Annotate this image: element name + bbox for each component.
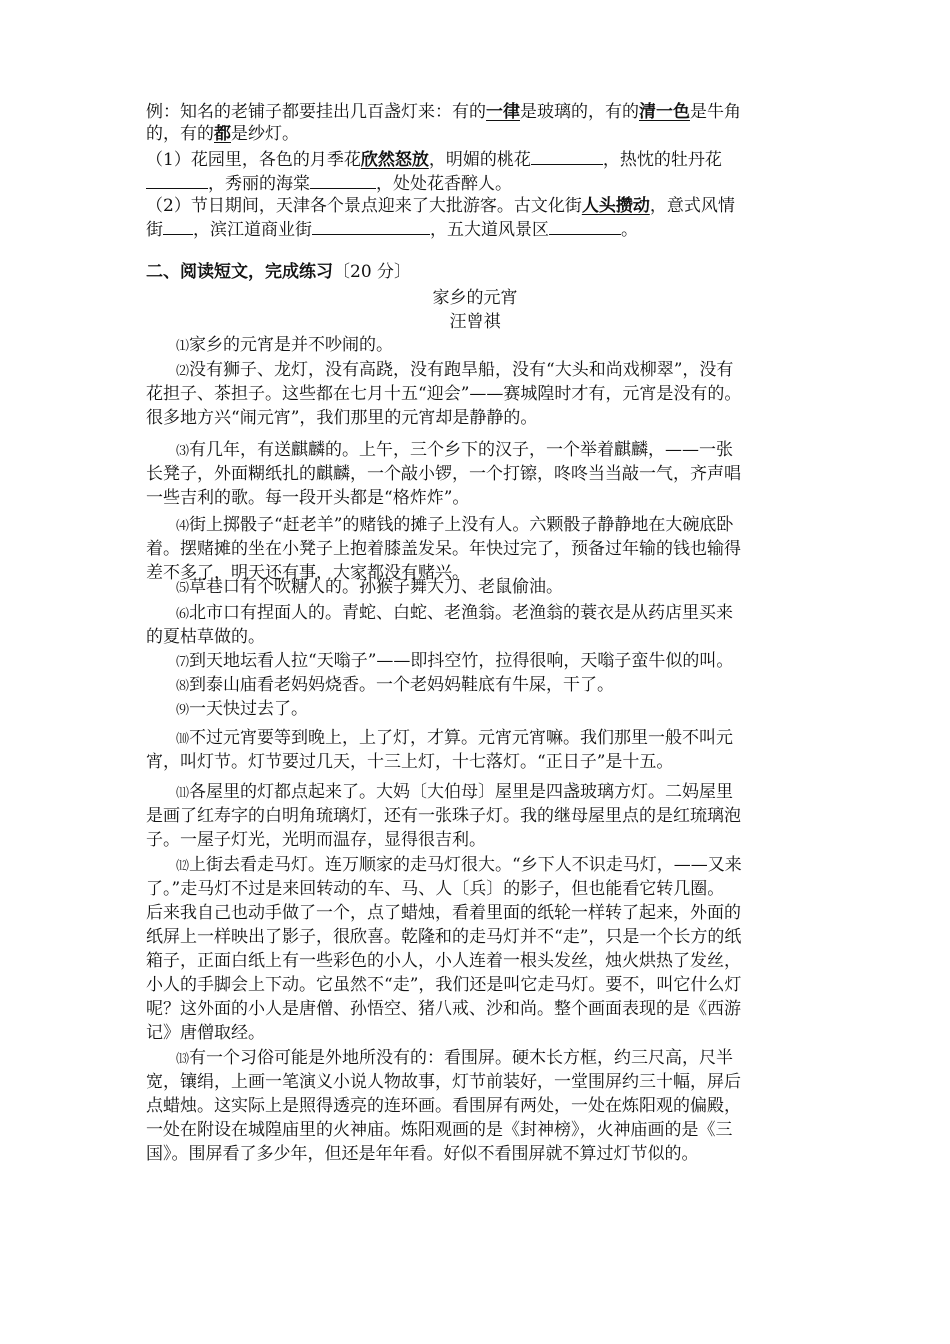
question-text: （2）节日期间，天津各个景点迎来了大批游客。古文化街 [146, 196, 582, 216]
paragraph-text: 不过元宵要等到晚上，上了灯，才算。元宵元宵嘛。我们那里一般不叫元 [189, 728, 734, 748]
article-line [0, 358, 950, 384]
question-2-line-2 [0, 216, 950, 242]
article-line [0, 780, 950, 806]
paragraph-number: ⑷ [176, 519, 190, 534]
article-line: 花担子、茶担子。这些都在七月十五“迎会”——赛城隍时才有，元宵是没有的。 [146, 384, 742, 404]
question-text: ，热忱的牡丹花 [602, 150, 722, 170]
article-line [0, 726, 950, 752]
question-text: ，意式风情 [649, 196, 735, 216]
article-line: 宽，镶绢，上画一笔演义小说人物故事，灯节前装好，一堂围屏约三十幅，屏后 [146, 1072, 741, 1092]
answer-blank[interactable] [312, 216, 430, 235]
paragraph-number: ⑻ [176, 679, 190, 694]
article-line: 是画了红寿字的白明角琉璃灯，还有一张珠子灯。我的继母屋里点的是红琉璃泡 [146, 806, 741, 826]
paragraph-number: ⑶ [176, 444, 190, 459]
paragraph-text: 一天快过去了。 [189, 699, 309, 719]
paragraph-text: 草巷口有个吹糖人的。孙猴子舞大刀、老鼠偷油。 [189, 577, 564, 597]
example-line-2 [0, 122, 950, 146]
article-line: 呢？这外面的小人是唐僧、孙悟空、猪八戒、沙和尚。整个画面表现的是《西游 [146, 999, 741, 1019]
paragraph-text: 上街去看走马灯。连万顺家的走马灯很大。“乡下人不识走马灯，——又来 [189, 855, 742, 875]
paragraph-text: 有一个习俗可能是外地所没有的：看围屏。硬木长方框，约三尺高，尺半 [189, 1048, 734, 1068]
paragraph-text: 到天地坛看人拉“天嗡子”——即抖空竹，拉得很响，天嗡子蛮牛似的叫。 [189, 651, 734, 671]
question-text: ，处处花香醉人。 [376, 174, 512, 194]
article-line: 纸屏上一样映出了影子，很欣喜。乾隆和的走马灯并不“走”，只是一个长方的纸 [146, 927, 742, 947]
article-line: 宵，叫灯节。灯节要过几天，十三上灯，十七落灯。“正日子”是十五。 [146, 752, 674, 772]
paragraph-number: ⑸ [176, 581, 190, 596]
paragraph-number: ⑿ [176, 859, 190, 874]
question-text: ，滨江道商业街 [193, 220, 312, 240]
example-text: 的，有的 [146, 124, 214, 144]
article-line [0, 853, 950, 879]
answer-blank[interactable] [310, 170, 376, 189]
article-line: 后来我自己也动手做了一个，点了蜡烛，看着里面的纸轮一样转了起来，外面的 [146, 903, 741, 923]
example-text: 是纱灯。 [231, 124, 299, 144]
example-text: 是玻璃的，有的 [520, 102, 639, 122]
article-line [0, 1046, 950, 1072]
article-author: 汪曾祺 [449, 312, 501, 332]
question-text: （1）花园里，各色的月季花 [146, 150, 361, 170]
answer-blank[interactable] [163, 216, 193, 235]
question-phrase: 欣然怒放 [360, 150, 429, 170]
article-line: 点蜡烛。这实际上是照得透亮的连环画。看围屏有两处，一处在炼阳观的偏殿， [146, 1096, 741, 1116]
paragraph-text: 没有狮子、龙灯，没有高跷，没有跑旱船，没有“大头和尚戏柳翠”，没有 [189, 360, 734, 380]
paragraph-text: 到泰山庙看老妈妈烧香。一个老妈妈鞋底有牛屎，干了。 [189, 675, 615, 695]
article-line: 箱子，正面白纸上有一些彩色的小人，小人连着一根头发丝，烛火烘热了发丝， [146, 951, 741, 971]
section-title: 二、阅读短文，完成练习 [146, 262, 333, 282]
paragraph-number: ⑺ [176, 655, 190, 670]
article-line [0, 697, 950, 723]
article-line [0, 673, 950, 699]
paragraph-number: ⑴ [176, 339, 190, 354]
paragraph-text: 各屋里的灯都点起来了。大妈〔大伯母〕屋里是四盏玻璃方灯。二妈屋里 [189, 782, 734, 802]
article-line: 记》唐僧取经。 [146, 1023, 265, 1043]
article-line: 一处在附设在城隍庙里的火神庙。炼阳观画的是《封神榜》，火神庙画的是《三 [146, 1120, 733, 1140]
section-heading [0, 260, 950, 284]
example-line-1 [0, 100, 950, 124]
paragraph-number: ⑵ [176, 364, 190, 379]
question-text: ，秀丽的海棠 [208, 174, 310, 194]
paragraph-number: ⒀ [176, 1052, 190, 1067]
example-text: 例：知名的老铺子都要挂出几百盏灯来：有的 [146, 102, 486, 122]
paragraph-number: ⑹ [176, 607, 190, 622]
article-line: 长凳子，外面糊纸扎的麒麟，一个敲小锣，一个打镲，咚咚当当敲一气，齐声唱 [146, 464, 741, 484]
question-1-line-1 [0, 146, 950, 172]
question-phrase: 人头攒动 [581, 196, 650, 216]
article-line: 很多地方兴“闹元宵”，我们那里的元宵却是静静的。 [146, 408, 538, 428]
paragraph-text: 有几年，有送麒麟的。上午，三个乡下的汉子，一个举着麒麟，——一张 [189, 440, 734, 460]
paragraph-number: ⑽ [176, 732, 190, 747]
example-text: 是牛角 [690, 102, 741, 122]
paragraph-text: 街上掷骰子“赶老羊”的赌钱的摊子上没有人。六颗骰子静静地在大碗底卧 [189, 515, 734, 535]
question-text: 街 [146, 220, 163, 240]
article-line [0, 649, 950, 675]
article-line: 着。摆赌摊的坐在小凳子上抱着膝盖发呆。年快过完了，预备过年输的钱也输得 [146, 539, 741, 559]
article-line [0, 333, 950, 359]
article-line: 一些吉利的歌。每一段开头都是“格炸炸”。 [146, 488, 470, 508]
paragraph-number: ⑾ [176, 786, 190, 801]
article-line: 国》。围屏看了多少年，但还是年年看。好似不看围屏就不算过灯节似的。 [146, 1144, 699, 1164]
paragraph-text: 北市口有捏面人的。青蛇、白蛇、老渔翁。老渔翁的蓑衣是从药店里买来 [189, 603, 734, 623]
article-line: 子。一屋子灯光，光明而温存，显得很吉利。 [146, 830, 486, 850]
article-line [0, 575, 950, 601]
question-1-line-2 [0, 170, 950, 196]
example-word: 清一色 [639, 102, 690, 122]
section-score: 〔20 分〕 [333, 262, 412, 282]
article-line: 小人的手脚会上下动。它虽然不“走”，我们还是叫它走马灯。要不，叫它什么灯 [146, 975, 742, 995]
article-line [0, 513, 950, 539]
question-text: ，五大道风景区 [430, 220, 549, 240]
paragraph-number: ⑼ [176, 703, 190, 718]
article-title: 家乡的元宵 [432, 288, 518, 308]
article-line [0, 438, 950, 464]
article-line [0, 601, 950, 627]
question-text: 。 [621, 220, 638, 240]
paragraph-text: 家乡的元宵是并不吵闹的。 [189, 335, 394, 355]
article-line: 的夏枯草做的。 [146, 627, 265, 647]
question-text: ，明媚的桃花 [428, 150, 531, 170]
question-2-line-1 [0, 194, 950, 218]
example-word: 都 [214, 124, 231, 144]
article-line: 差不多了，明天还有事，大家都没有赌兴。 [146, 563, 469, 583]
answer-blank[interactable] [549, 216, 621, 235]
answer-blank[interactable] [531, 146, 603, 165]
example-word: 一律 [486, 102, 520, 122]
answer-blank[interactable] [146, 170, 208, 189]
article-line: 了。”走马灯不过是来回转动的车、马、人〔兵〕的影子，但也能看它转几圈。 [146, 879, 725, 899]
